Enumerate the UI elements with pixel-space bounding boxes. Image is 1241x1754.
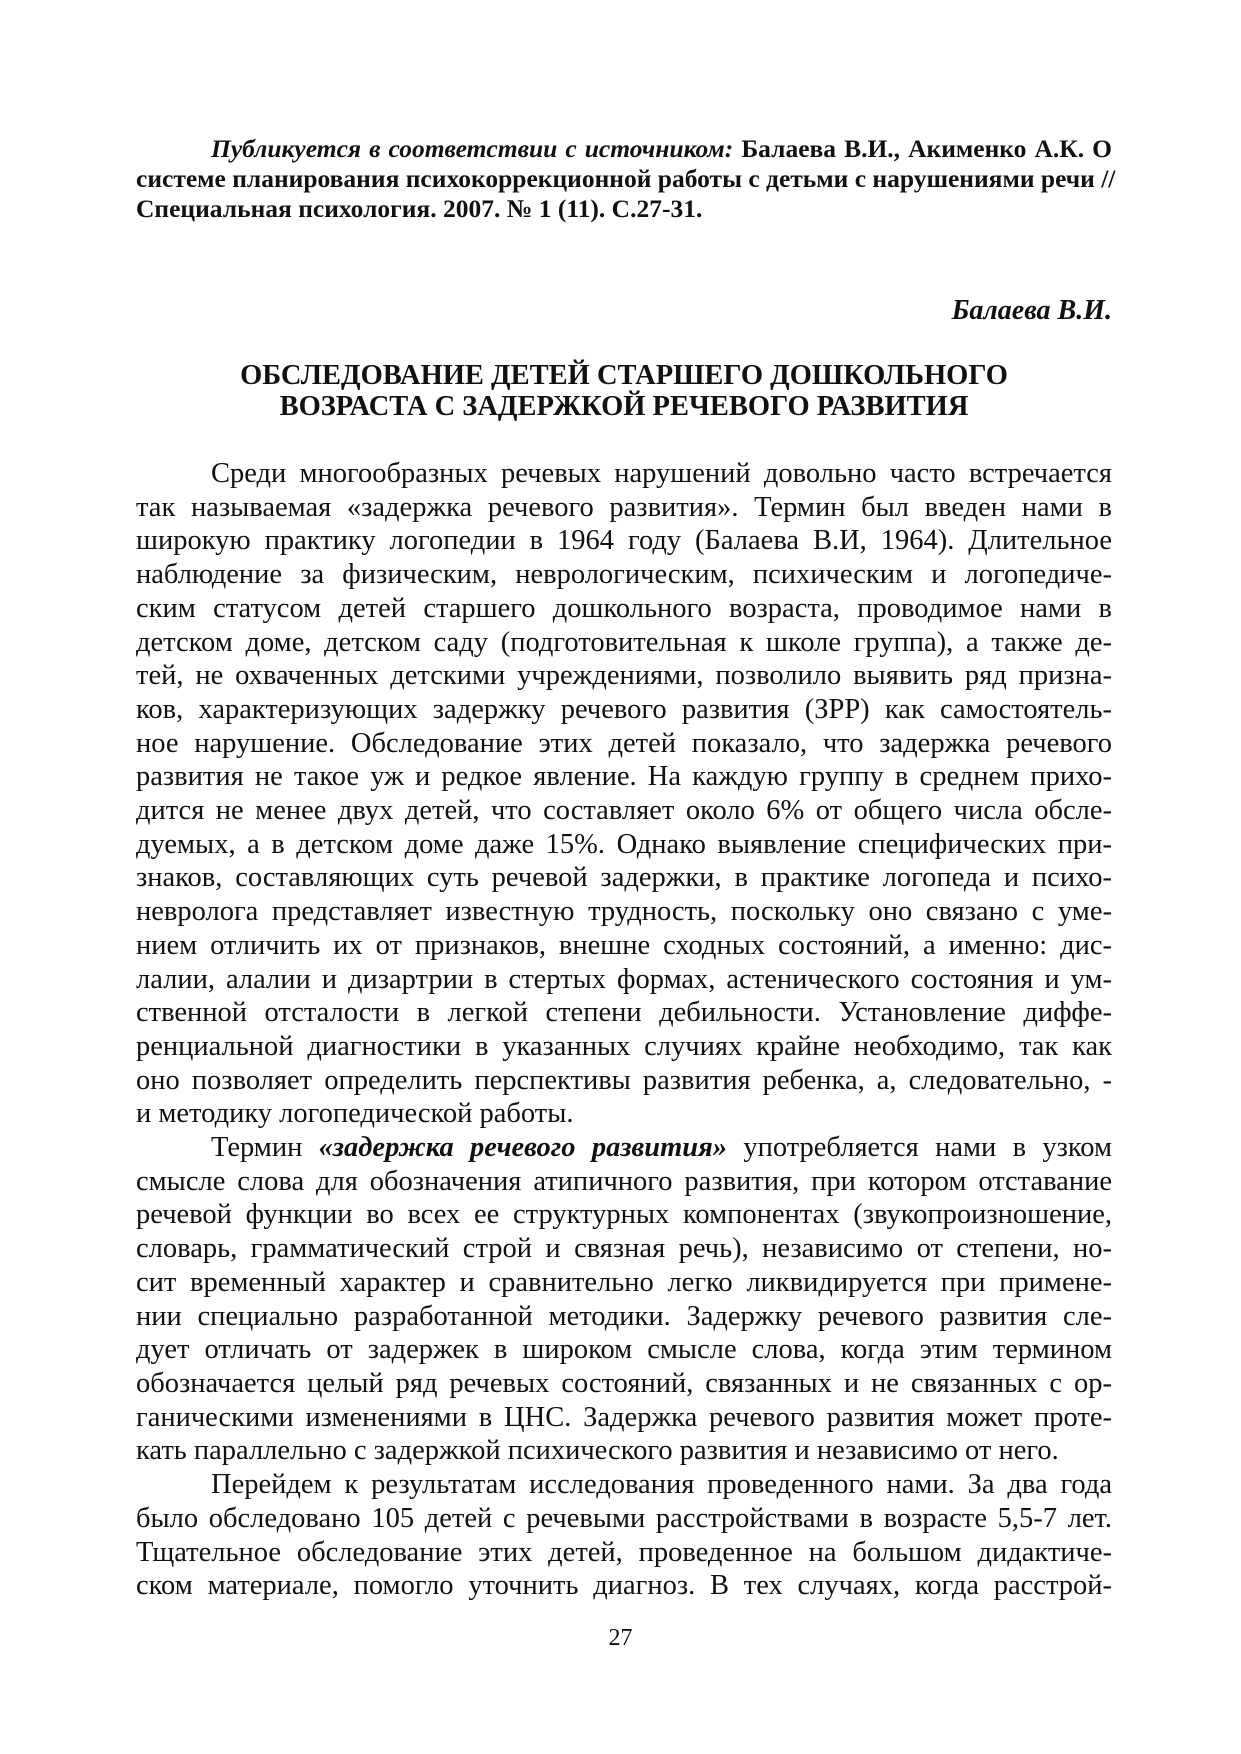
text-line: кать параллельно с задержкой психического развития и независимо от него.	[136, 1435, 1059, 1467]
text-line: и методику логопедической работы.	[136, 1098, 574, 1130]
text-line: нии специально разработанной методики. Задержку речевого развития сле-	[136, 1300, 1112, 1332]
citation-line: Специальная психология. 2007. № 1 (11). С.27-31.	[136, 194, 703, 223]
source-citation	[136, 134, 1116, 224]
article-title	[136, 360, 1112, 422]
citation-line: Публикуется в соответствии с источником: Балаева В.И., Акименко А.К. О	[211, 134, 1112, 163]
text-line: ским статусом детей старшего дошкольного возраста, проводимое нами в	[136, 592, 1112, 624]
text-line: смысле слова для обозначения атипичного развития, при котором отставание	[136, 1165, 1112, 1197]
text-line: Среди многообразных речевых нарушений довольно часто встречается	[211, 458, 1112, 489]
text-line: наблюдение за физическим, неврологическим, психическим и логопедиче-	[136, 559, 1112, 591]
text-line: ганическими изменениями в ЦНС. Задержка речевого развития может проте-	[136, 1401, 1112, 1433]
text-line: Перейдем к результатам исследования проведенного нами. За два года	[211, 1469, 1112, 1501]
text-line: так называемая «задержка речевого развития». Термин был введен нами в	[136, 491, 1112, 523]
text-line: словарь, грамматический строй и связная речь), независимо от степени, но-	[136, 1233, 1112, 1265]
text-line: тей, не охваченных детскими учреждениями, позволило выявить ряд призна-	[136, 660, 1112, 692]
text-line: ственной отсталости в легкой степени дебильности. Установление диффе-	[136, 997, 1112, 1029]
text-line: оно позволяет определить перспективы развития ребенка, а, следовательно, -	[136, 1064, 1112, 1096]
text-line: дует отличать от задержек в широком смысле слова, когда этим термином	[136, 1334, 1112, 1366]
title-line: ОБСЛЕДОВАНИЕ ДЕТЕЙ СТАРШЕГО ДОШКОЛЬНОГО	[240, 360, 1008, 391]
text-line: Термин «задержка речевого развития» употребляется нами в узком	[211, 1132, 1112, 1164]
page-number: 27	[608, 1625, 633, 1651]
article-body	[136, 457, 1112, 1603]
paragraph-1	[136, 457, 1112, 1131]
text-line: речевой функции во всех ее структурных компонентах (звукопроизношение,	[136, 1199, 1112, 1231]
text-line: ренциальной диагностики в указанных случиях крайне необходимо, так как	[136, 1030, 1112, 1062]
source-label: Публикуется в соответствии с источником:	[211, 134, 734, 163]
title-line: ВОЗРАСТА С ЗАДЕРЖКОЙ РЕЧЕВОГО РАЗВИТИЯ	[279, 391, 969, 422]
text-line: обозначается целый ряд речевых состояний, связанных и не связанных с ор-	[136, 1367, 1112, 1399]
text-line: невролога представляет известную трудность, поскольку оно связано с уме-	[136, 896, 1112, 928]
text-line: нием отличить их от признаков, внешне сходных состояний, а именно: дис-	[136, 929, 1112, 961]
author: Балаева В.И.	[951, 295, 1112, 326]
text-line: было обследовано 105 детей с речевыми расстройствами в возрасте 5,5-7 лет.	[136, 1502, 1112, 1534]
text-line: сит временный характер и сравнительно легко ликвидируется при примене-	[136, 1266, 1112, 1298]
citation-line: системе планирования психокоррекционной работы с детьми с нарушениями речи //	[136, 164, 1116, 193]
paragraph-3	[136, 1468, 1112, 1603]
text-line: лалии, алалии и дизартрии в стертых формах, астенического состояния и ум-	[136, 963, 1112, 995]
text-line: дится не менее двух детей, что составляет около 6% от общего числа обсле-	[136, 795, 1112, 827]
text-line: ное нарушение. Обследование этих детей показало, что задержка речевого	[136, 727, 1112, 759]
text-line: ском материале, помогло уточнить диагноз. В тех случаях, когда расстрой-	[136, 1570, 1112, 1602]
text-line: ков, характеризующих задержку речевого развития (ЗРР) как самостоятель-	[136, 693, 1112, 725]
text-line: дуемых, а в детском доме даже 15%. Однако выявление специфических при-	[136, 828, 1112, 860]
text-line: развития не такое уж и редкое явление. На каждую группу в среднем прихо-	[136, 761, 1112, 793]
paragraph-2	[136, 1131, 1112, 1468]
text-line: Тщательное обследование этих детей, проведенное на большом дидактиче-	[136, 1536, 1112, 1568]
text-line: знаков, составляющих суть речевой задержки, в практике логопеда и психо-	[136, 862, 1112, 894]
text-line: детском доме, детском саду (подготовительная к школе группа), а также де-	[136, 626, 1112, 658]
text-line: широкую практику логопедии в 1964 году (Балаева В.И, 1964). Длительное	[136, 525, 1112, 557]
term-emphasis: «задержка речевого развития»	[318, 1132, 728, 1164]
